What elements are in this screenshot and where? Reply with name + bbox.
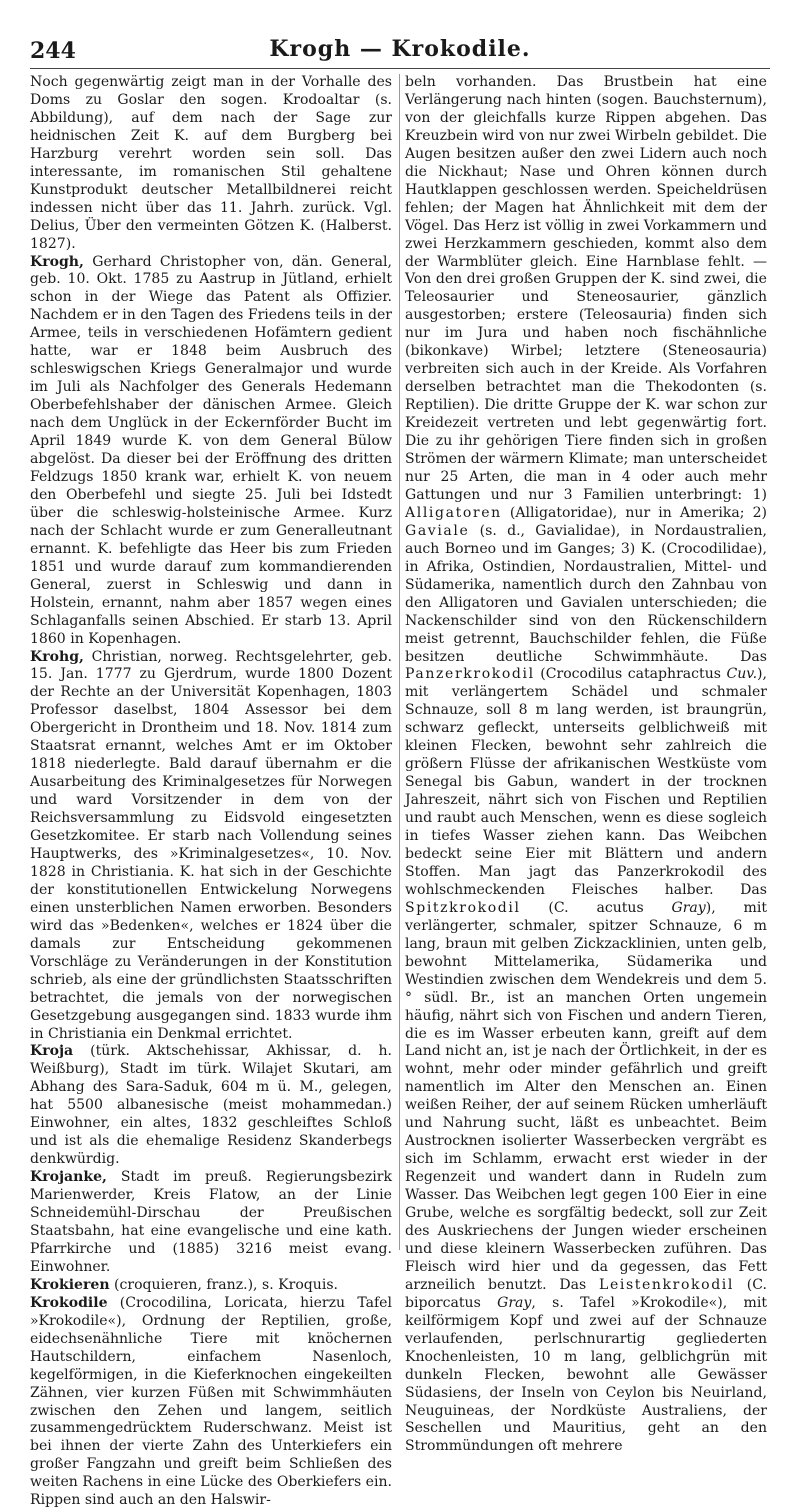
text-run: (Alligatoridae), nur in Amerika; 2) [501, 504, 767, 521]
krokodile-continuation [405, 74, 767, 1456]
text-run: ), mit verlängertem Schädel und schmaler Schnauze, soll 8 m lang werden, ist braungrün, schwarz gefleckt, unterseits gelblichweiß mit kleinen Flecken, bewohnt sehr zahlreich die größern Flüsse der afrikanischen Westküste vom Senegal bis Gabun, wandert in der trocknen Jahreszeit, nährt sich von Fischen und Reptilien und raubt auch Menschen, wenn es diese sogleich in tiefes Wasser ziehen kann. Das Weibchen bedeckt seine Eier mit Blättern und andern Stoffen. Man jagt das Panzerkrokodil des wohlschmeckenden Fleisches halber. Das [405, 666, 767, 898]
left-column [30, 74, 392, 1509]
term-panzerkrokodil: Panzerkrokodil [405, 666, 535, 683]
term-gaviale: Gaviale [405, 522, 470, 539]
headword-kroja: Kroja [30, 1043, 74, 1060]
page-header [30, 34, 770, 64]
term-alligatoren: Alligatoren [405, 504, 502, 521]
entry-krojanke-text: Stadt im preuß. Regierungsbezirk Marienwerder, Kreis Flatow, an der Linie Schneidemühl-Dirschau der Preußischen Staatsbahn, hat eine evangelische und eine kath. Pfarrkirche und (1885) 3216 meist evang. Einwohner. [30, 1169, 392, 1275]
entry-kroja-text: (türk. Aktschehissar, Akhissar, d. h. Weißburg), Stadt im türk. Wilajet Skutari, am Abhang des Sara-Saduk, 604 m ü. M., gelegen, hat 5500 albanesische (meist mohammedan.) Einwohner, ein altes, 1832 geschleiftes Schloß und ist als die ehemalige Residenz Skanderbegs denkwürdig. [30, 1043, 392, 1168]
entry-krogh [30, 254, 392, 649]
text-run: (s. d., Gavialidae), in Nordaustralien, auch Borneo und im Ganges; 3) K. (Crocodilidae), in Afrika, Ostindien, Nordaustralien, Mittel- und Südamerika, namentlich durch den Zahnbau von den Alligatoren und Gavialen unterschieden; die Nackenschilder sind von den Rückenschildern meist getrennt, Bauchschilder fehlen, die Füße besitzen deutliche Schwimmhäute. Das [405, 522, 767, 665]
text-run: (Crocodilus cataphractus [534, 666, 727, 683]
column-divider [399, 74, 400, 1250]
term-leistenkrokodil: Leistenkrokodil [599, 1276, 734, 1293]
headword-krokodile: Krokodile [30, 1294, 108, 1311]
right-column [405, 74, 767, 1455]
entry-krokodile-text: (Crocodilina, Loricata, hierzu Tafel »Krokodile«), Ordnung der Reptilien, große, eidechsenähnliche Tiere mit knöchernen Hautschildern, einfachem Nasenloch, kegelförmigen, in die Kieferknochen eingekeilten Zähnen, vier kurzen Füßen mit Schwimmhäuten zwischen den Zehen und langem, seitlich zusammengedrücktem Ruderschwanz. Meist ist bei ihnen der vierte Zahn des Unterkiefers ein großer Fangzahn und greift beim Schließen des weiten Rachens in eine Lücke des Oberkiefers ein. Rippen sind auch an den Halswir- [30, 1294, 392, 1509]
entry-krogh-text: Gerhard Christopher von, dän. General, geb. 10. Okt. 1785 zu Aastrup in Jütland, erhielt schon in der Wiege das Patent als Offizier. Nachdem er in den Tagen des Friedens teils in der Armee, teils in verschiedenen Hofämtern gedient hatte, war er 1848 beim Ausbruch des schleswigschen Kriegs Generalmajor und wurde im Juli als Nachfolger des Generals Hedemann Oberbefehlshaber der dänischen Armee. Gleich nach dem Unglück in der Eckernförder Bucht im April 1849 wurde K. von dem General Bülow abgelöst. Da dieser bei der Eröffnung des dritten Feldzugs 1850 krank war, erhielt K. von neuem den Oberbefehl und siegte 25. Juli bei Idstedt über die schleswig-holsteinische Armee. Kurz nach der Schlacht wurde er zum Generalleutnant ernannt. K. befehligte das Heer bis zum Frieden 1851 und wurde darauf zum kommandierenden General, zuerst in Schleswig und dann in Holstein, ernannt, nahm aber 1857 wegen eines Schlaganfalls seinen Abschied. Er starb 13. April 1860 in Kopenhagen. [30, 253, 392, 647]
headword-krokieren: Krokieren [30, 1276, 110, 1293]
author-cuv: Cuv. [726, 666, 758, 683]
continuation-paragraph: Noch gegenwärtig zeigt man in der Vorhalle des Doms zu Goslar den sogen. Krodoaltar (s. Abbildung), auf dem nach der Sage zur heidnischen Zeit K. auf dem Burgberg bei Harzburg verehrt worden sein soll. Das interessante, im romanischen Stil gehaltene Kunstprodukt deutscher Metallbildnerei reicht indessen nicht über das 11. Jahrh. zurück. Vgl. Delius, Über den vermeinten Götzen K. (Halberst. 1827). [30, 74, 392, 252]
entry-krohg-text: Christian, norweg. Rechtsgelehrter, geb. 15. Jan. 1777 zu Gjerdrum, wurde 1800 Dozent der Rechte an der Universität Kopenhagen, 1803 Professor daselbst, 1804 Assessor bei dem Obergericht in Drontheim und 18. Nov. 1814 zum Staatsrat ernannt, welches Amt er im Oktober 1818 niederlegte. Bald darauf übernahm er die Ausarbeitung des Kriminalgesetzes für Norwegen und ward Vorsitzender in dem von der Reichsversammlung zu Eidsvold eingesetzten Gesetzkomitee. Er starb nach Vollendung seines Hauptwerks, des »Kriminalgesetzes«, 10. Nov. 1828 in Christiania. K. hat sich in der Geschichte der konstitutionellen Entwickelung Norwegens einen unsterblichen Namen erworben. Besonders wird das »Bedenken«, welches er 1824 über die damals zur Entscheidung gekommenen Vorschläge zu Veränderungen in der Konstitution schrieb, als eine der gründlichsten Staatsschriften betrachtet, die jemals von der norwegischen Gesetzgebung ausgegangen sind. 1833 wurde ihm in Christiania ein Denkmal errichtet. [30, 648, 392, 1042]
headword-krojanke: Krojanke, [30, 1169, 107, 1186]
entry-krojanke [30, 1169, 392, 1277]
text-run: ), mit verlängerter, schmaler, spitzer Schnauze, 6 m lang, braun mit gelben Zickzacklinien, unten gelb, bewohnt Mittelamerika, Südamerika und Westindien zwischen dem Wendekreis und dem 5.° südl. Br., ist an manchen Orten ungemein häufig, nährt sich von Fischen und andern Tieren, die es im Wasser erbeuten kann, greift auf dem Land nicht an, ist je nach der Örtlichkeit, in der es wohnt, mehr oder minder gefährlich und greift namentlich im Alter den Menschen an. Einen weißen Reiher, der auf seinem Rücken umherläuft und Nahrung sucht, läßt es unbeachtet. Beim Austrocknen isolierter Wasserbecken vergräbt es sich im Schlamm, erwacht erst wieder in der Regenzeit und wandert dann in Rudeln zum Wasser. Das Weibchen legt gegen 100 Eier in eine Grube, welche es sorgfältig bedeckt, soll zur Zeit des Auskriechens der Jungen wieder erscheinen und diese kleinern Wasserbecken zuführen. Das Fleisch wird hier und da gegessen, das Fett arzneilich benutzt. Das [405, 899, 767, 1293]
entry-krokieren-text: (croquieren, franz.), s. Kroquis. [109, 1276, 339, 1293]
header-rule [30, 68, 770, 69]
entry-krohg [30, 649, 392, 1044]
entry-kroja [30, 1043, 392, 1169]
page-number: 244 [30, 38, 76, 64]
term-spitzkrokodil: Spitzkrokodil [405, 899, 521, 916]
text-run: (C. biporcatus [405, 1276, 767, 1311]
headword-krohg: Krohg, [30, 648, 84, 665]
entry-krokodile [30, 1295, 392, 1510]
entry-krokieren [30, 1277, 392, 1295]
author-gray: Gray [671, 899, 706, 916]
running-head: Krogh — Krokodile. [269, 36, 531, 62]
text-run: beln vorhanden. Das Brustbein hat eine Verlängerung nach hinten (sogen. Bauchsternum), von der gleichfalls kurze Rippen abgehen. Das Kreuzbein wird von nur zwei Wirbeln gebildet. Die Augen besitzen außer den zwei Lidern auch noch die Nickhaut; Nase und Ohren können durch Hautklappen geschlossen werden. Speicheldrüsen fehlen; der Magen hat Ähnlichkeit mit dem der Vögel. Das Herz ist völlig in zwei Vorkammern und zwei Herzkammern geschieden, kommt also dem der Warmblüter gleich. Eine Harnblase fehlt. — Von den drei großen Gruppen der K. sind zwei, die Teleosaurier und Steneosaurier, gänzlich ausgestorben; erstere (Teleosauria) finden sich nur im Jura und haben noch fischähnliche (bikonkave) Wirbel; letztere (Steneosauria) verbreiten sich auch in der Kreide. Als Vorfahren derselben betrachtet man die Thekodonten (s. Reptilien). Die dritte Gruppe der K. war schon zur Kreidezeit vertreten und lebt gegenwärtig fort. Die zu ihr gehörigen Tiere finden sich in großen Strömen der wärmern Klimate; man unterscheidet nur 25 Arten, die man in 4 oder auch mehr Gattungen und nur 3 Familien unterbringt: 1) [405, 74, 767, 503]
author-gray: Gray [497, 1294, 532, 1311]
text-run: , s. Tafel »Krokodile«), mit keilförmigem Kopf und zwei auf der Schnauze verlaufenden, perlschnurartig gegliederten Knochenleisten, 10 m lang, gelblichgrün mit dunkeln Flecken, bewohnt alle Gewässer Südasiens, der Inseln von Ceylon bis Neuirland, Neuguineas, der Nordküste Australiens, der Seschellen und Mauritius, geht an den Strommündungen oft mehrere [405, 1294, 767, 1455]
text-run: (C. acutus [520, 899, 672, 916]
headword-krogh: Krogh, [30, 253, 84, 270]
